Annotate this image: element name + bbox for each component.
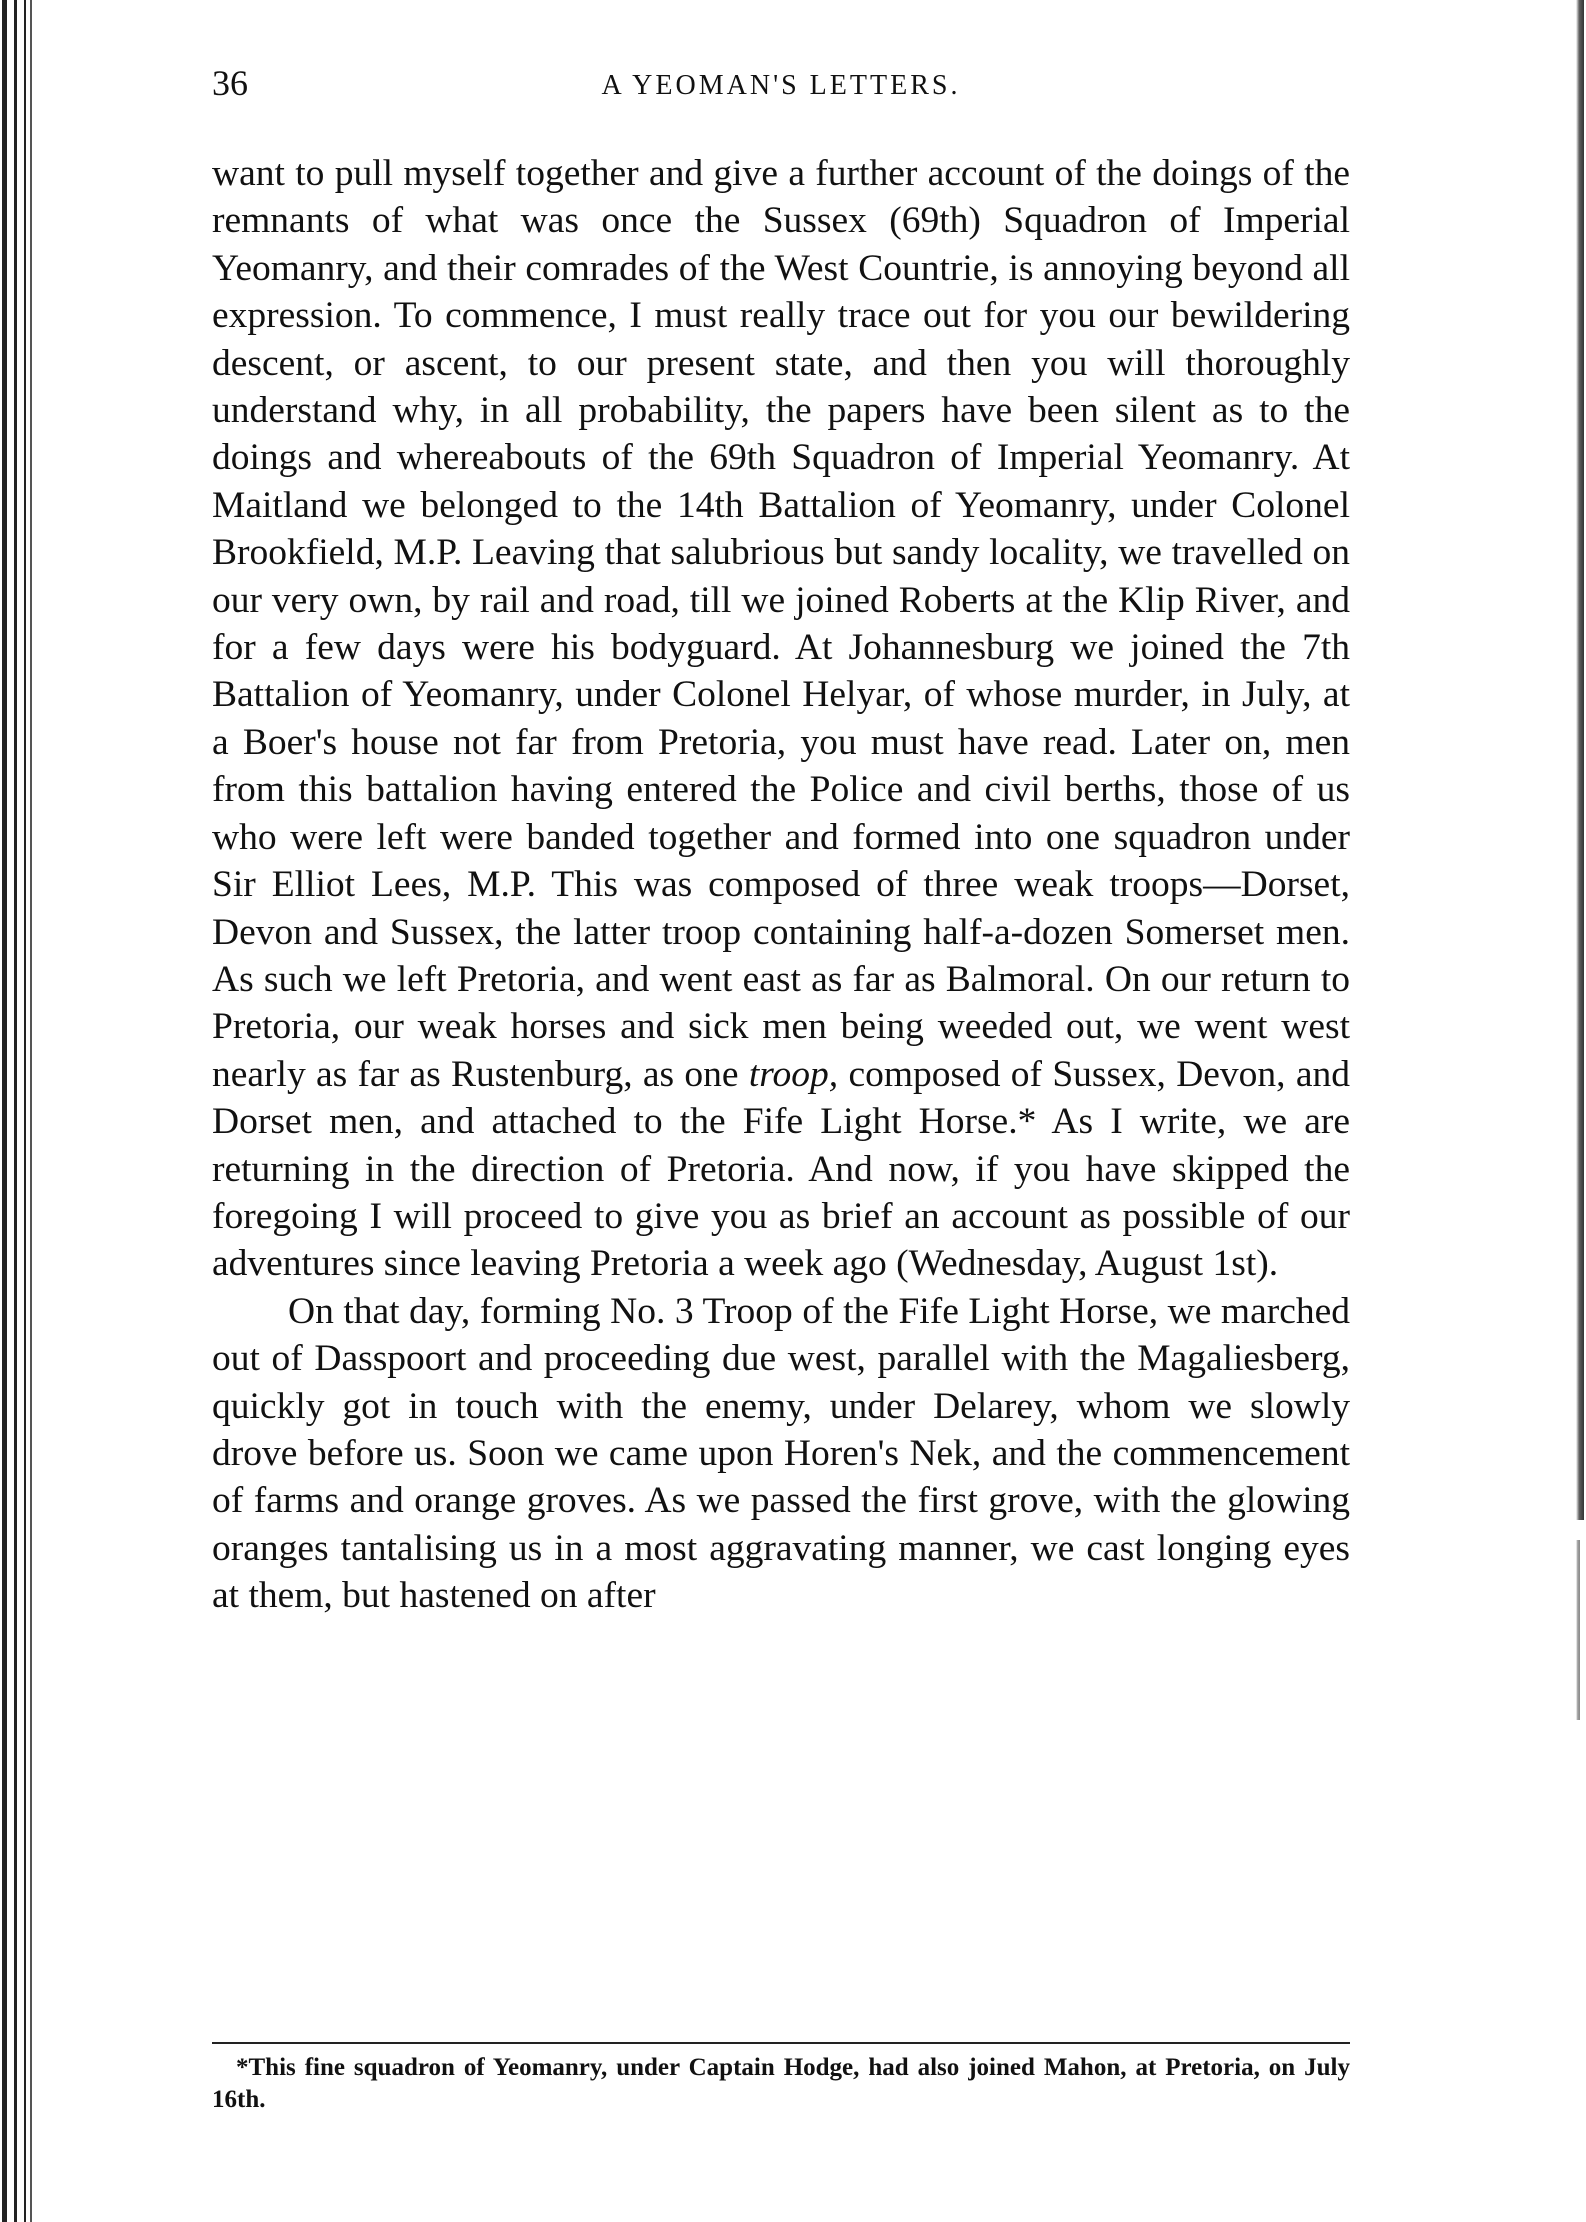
binding-edge (30, 0, 32, 2222)
binding-edge (24, 0, 26, 2222)
paragraph-text: want to pull myself together and give a further account of the doings of the remnants of what was once the Sussex (69th) Squadron of Imperial Yeomanry, and their comrades of the West Countrie, is annoying beyond all expression. To commence, I must really trace out for you our bewildering descent, or ascent, to our present state, and then you will thoroughly understand why, in all probability, the papers have been silent as to the doings and whereabouts of the 69th Squadron of Imperial Yeomanry. At Maitland we belonged to the 14th Battalion of Yeomanry, under Colonel Brookfield, M.P. Leaving that salubrious but sandy locality, we travelled on our very own, by rail and road, till we joined Roberts at the Klip River, and for a few days were his bodyguard. At Johannesburg we joined the 7th Battalion of Yeomanry, under Colonel Helyar, of whose murder, in July, at a Boer's house not far from Pretoria, you must have read. Later on, men from this battalion having entered the Police and civil berths, those of us who were left were banded together and formed into one squadron under Sir Elliot Lees, M.P. This was composed of three weak troops—Dorset, Devon and Sussex, the latter troop containing half-a-dozen Somerset men. As such we left Pretoria, and went east as far as Balmoral. On our return to Pretoria, our weak horses and sick men being weeded out, we went west nearly as far as Rustenburg, as one (212, 153, 1350, 1095)
body-text (212, 150, 1350, 1620)
running-head: A YEOMAN'S LETTERS. (601, 70, 961, 101)
paragraph-text: composed of Sussex, Devon, and Dorset men, and attached to the Fife Light Horse.* As I write, we are returning in the direction of Pretoria. And now, if you have skipped the foregoing I will proceed to give you as brief an account as possible of our adventures since leaving Pretoria a week ago (Wednesday, August 1st). (212, 1053, 1350, 1285)
paragraph-text: On that day, forming No. 3 Troop of the Fife Light Horse, we marched out of Dasspoort and proceeding due west, parallel with the Magaliesberg, quickly got in touch with the enemy, under Delarey, whom we slowly drove before us. Soon we came upon Horen's Nek, and the commencement of farms and orange groves. As we passed the first grove, with the glowing oranges tantalising us in a most aggravating manner, we cast longing eyes at them, but hastened on after (212, 1290, 1350, 1617)
paragraph (212, 1288, 1350, 1620)
binding-edge (14, 0, 17, 2222)
italic-text: troop, (748, 1053, 839, 1095)
page-number: 36 (212, 63, 248, 103)
page-fold-edge (1576, 1540, 1580, 1720)
binding-edge (2, 0, 7, 2222)
page-header (212, 62, 1350, 122)
footnote-divider (212, 2042, 1350, 2044)
paragraph (212, 150, 1350, 1288)
page-fold-edge (1576, 0, 1584, 1520)
footnote: *This fine squadron of Yeomanry, under Captain Hodge, had also joined Mahon, at Pretoria, on July 16th. (212, 2054, 1350, 2113)
